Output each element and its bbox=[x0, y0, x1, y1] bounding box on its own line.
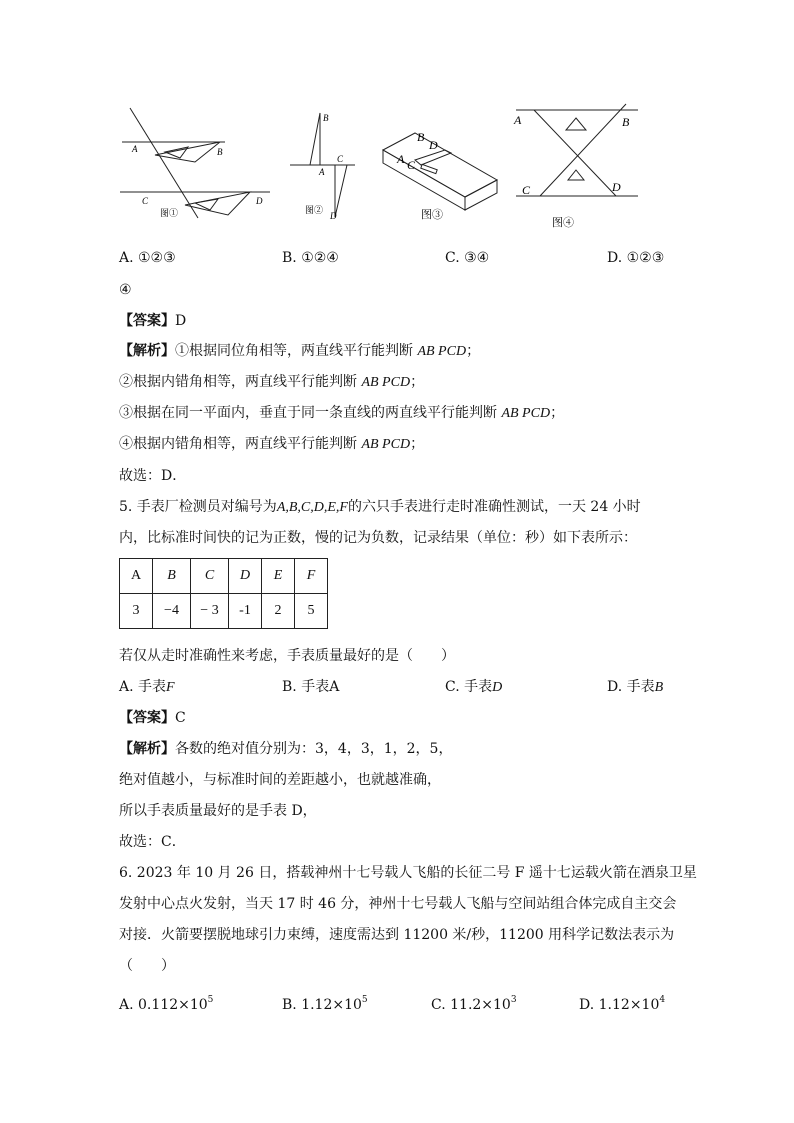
option-base: 1.12×10 bbox=[301, 997, 362, 1013]
option-prefix: A. 手表 bbox=[119, 679, 167, 695]
fig2-label-a: A bbox=[319, 167, 325, 177]
option-exponent: 5 bbox=[207, 995, 214, 1005]
option-base: 0.112×10 bbox=[138, 997, 208, 1013]
fig4-label-d: D bbox=[612, 180, 621, 194]
math-watch-ids: A,B,C,D,E,F bbox=[276, 500, 348, 515]
stem-text: 的六只手表进行走时准确性测试，一天 24 小时 bbox=[347, 499, 641, 515]
math-expr: AB PCD bbox=[501, 406, 551, 421]
table-cell: F bbox=[295, 559, 328, 594]
table-cell: C bbox=[191, 559, 229, 594]
q6-stem-3: 对接．火箭要摆脱地球引力束缚，速度需达到 11200 米/秒，11200 用科学记数法表示为 bbox=[119, 927, 675, 943]
fig2-caption: 图② bbox=[305, 205, 324, 215]
option-exponent: 3 bbox=[510, 995, 517, 1005]
table-cell: 5 bbox=[295, 594, 328, 629]
q4-option-a: A. ①②③ bbox=[119, 250, 176, 266]
fig3-label-d: D bbox=[429, 138, 438, 152]
math-expr: AB PCD bbox=[361, 437, 411, 452]
table-cell: E bbox=[262, 559, 295, 594]
q4-analysis-4 bbox=[119, 434, 424, 455]
fig1-label-d: D bbox=[256, 196, 263, 206]
line-end: ； bbox=[466, 343, 481, 359]
q5-stem-1 bbox=[119, 497, 641, 518]
option-exponent: 5 bbox=[361, 995, 368, 1005]
table-header-row bbox=[120, 559, 328, 594]
answer-label: 【答案】 bbox=[119, 710, 175, 726]
option-name: B bbox=[654, 680, 664, 695]
fig3-caption: 图③ bbox=[421, 209, 443, 221]
line-end: ； bbox=[410, 436, 425, 452]
q5-analysis-4: 故选：C． bbox=[119, 834, 186, 850]
stem-text: 5. 手表厂检测员对编号为 bbox=[119, 499, 277, 515]
q5-question: 若仅从走时准确性来考虑，手表质量最好的是（ ） bbox=[119, 648, 455, 664]
q5-analysis-1 bbox=[119, 739, 452, 759]
q4-option-d-wrap: ④ bbox=[119, 282, 132, 298]
option-name: D bbox=[492, 680, 503, 695]
table-cell: 2 bbox=[262, 594, 295, 629]
fig3-label-a: A bbox=[397, 152, 405, 166]
q6-stem-4: （ ） bbox=[119, 958, 175, 974]
table-cell: 3 bbox=[120, 594, 153, 629]
q4-option-d: D. ①②③ bbox=[607, 250, 665, 266]
fig3-label-b: B bbox=[417, 130, 425, 144]
fig1-label-b: B bbox=[217, 147, 223, 157]
q4-conclusion: 故选：D． bbox=[119, 468, 187, 484]
fig4-label-a: A bbox=[514, 113, 522, 127]
table-cell: − 3 bbox=[191, 594, 229, 629]
option-prefix: C. 手表 bbox=[445, 679, 493, 695]
answer-value: D bbox=[175, 313, 187, 329]
option-label: B. bbox=[282, 997, 297, 1013]
fig1-caption: 图① bbox=[160, 208, 179, 218]
fig3-label-c: C bbox=[407, 158, 416, 172]
q6-option-a bbox=[119, 990, 213, 1015]
figure-1 bbox=[110, 100, 280, 230]
option-name: F bbox=[166, 680, 175, 695]
table-cell: B bbox=[153, 559, 191, 594]
option-base: 11.2×10 bbox=[450, 997, 511, 1013]
q4-analysis-3 bbox=[119, 403, 564, 424]
q6-option-d bbox=[579, 990, 665, 1015]
fig4-caption: 图④ bbox=[552, 217, 574, 229]
figure-2 bbox=[285, 105, 365, 225]
q5-data-table bbox=[119, 558, 328, 629]
fig1-label-c: C bbox=[142, 196, 149, 206]
option-prefix: B. 手表 bbox=[282, 679, 330, 695]
q5-stem-2: 内，比标准时间快的记为正数，慢的记为负数，记录结果（单位：秒）如下表所示： bbox=[119, 530, 637, 546]
fig2-label-b: B bbox=[323, 113, 329, 123]
fig1-label-a: A bbox=[132, 144, 138, 154]
analysis-text: ②根据内错角相等，两直线平行能判断 bbox=[119, 374, 357, 390]
table-value-row bbox=[120, 594, 328, 629]
q6-option-c bbox=[431, 990, 517, 1015]
table-cell: D bbox=[229, 559, 262, 594]
q5-option-c bbox=[445, 677, 502, 698]
figure-4 bbox=[508, 102, 643, 232]
option-label: A. bbox=[119, 997, 134, 1013]
fig4-label-b: B bbox=[622, 115, 630, 129]
analysis-label: 【解析】 bbox=[119, 741, 175, 757]
q5-option-d bbox=[607, 677, 663, 698]
option-base: 1.12×10 bbox=[598, 997, 660, 1013]
analysis-text: 各数的绝对值分别为：3，4，3，1，2，5， bbox=[175, 741, 453, 757]
answer-value: C bbox=[175, 710, 186, 726]
q5-analysis-3: 所以手表质量最好的是手表 D， bbox=[119, 803, 317, 819]
math-expr: AB PCD bbox=[417, 344, 467, 359]
q4-option-b: B. ①②④ bbox=[282, 250, 339, 266]
q6-option-b bbox=[282, 990, 368, 1015]
line-end: ； bbox=[410, 374, 425, 390]
q6-stem-1: 6. 2023 年 10 月 26 日，搭载神州十七号载人飞船的长征二号 F 遥十七运载火箭在酒泉卫星 bbox=[119, 865, 697, 881]
analysis-text: ③根据在同一平面内，垂直于同一条直线的两直线平行能判断 bbox=[119, 405, 497, 421]
fig4-label-c: C bbox=[522, 183, 531, 197]
analysis-text: ④根据内错角相等，两直线平行能判断 bbox=[119, 436, 357, 452]
fig2-label-c: C bbox=[337, 154, 344, 164]
table-cell: −4 bbox=[153, 594, 191, 629]
option-label: D. bbox=[579, 997, 595, 1013]
q4-analysis-1 bbox=[119, 341, 480, 362]
answer-label: 【答案】 bbox=[119, 313, 175, 329]
q4-answer bbox=[119, 311, 186, 331]
q5-answer bbox=[119, 708, 186, 728]
option-name: A bbox=[329, 679, 340, 695]
q4-analysis-2 bbox=[119, 372, 424, 393]
option-exponent: 4 bbox=[659, 995, 666, 1005]
figure-3 bbox=[375, 125, 505, 225]
q6-stem-2: 发射中心点火发射，当天 17 时 46 分，神州十七号载人飞船与空间站组合体完成自主交会 bbox=[119, 896, 677, 912]
analysis-label: 【解析】 bbox=[119, 343, 175, 359]
math-expr: AB PCD bbox=[361, 375, 411, 390]
analysis-text: ①根据同位角相等，两直线平行能判断 bbox=[175, 343, 413, 359]
table-cell: -1 bbox=[229, 594, 262, 629]
q5-option-a bbox=[119, 677, 175, 698]
table-cell: A bbox=[120, 559, 153, 594]
fig2-label-d: D bbox=[330, 211, 337, 221]
q5-option-b bbox=[282, 677, 339, 697]
option-label: C. bbox=[431, 997, 446, 1013]
q5-analysis-2: 绝对值越小，与标准时间的差距越小，也就越准确， bbox=[119, 772, 441, 788]
q4-option-c: C. ③④ bbox=[445, 250, 490, 266]
option-prefix: D. 手表 bbox=[607, 679, 655, 695]
line-end: ； bbox=[550, 405, 565, 421]
